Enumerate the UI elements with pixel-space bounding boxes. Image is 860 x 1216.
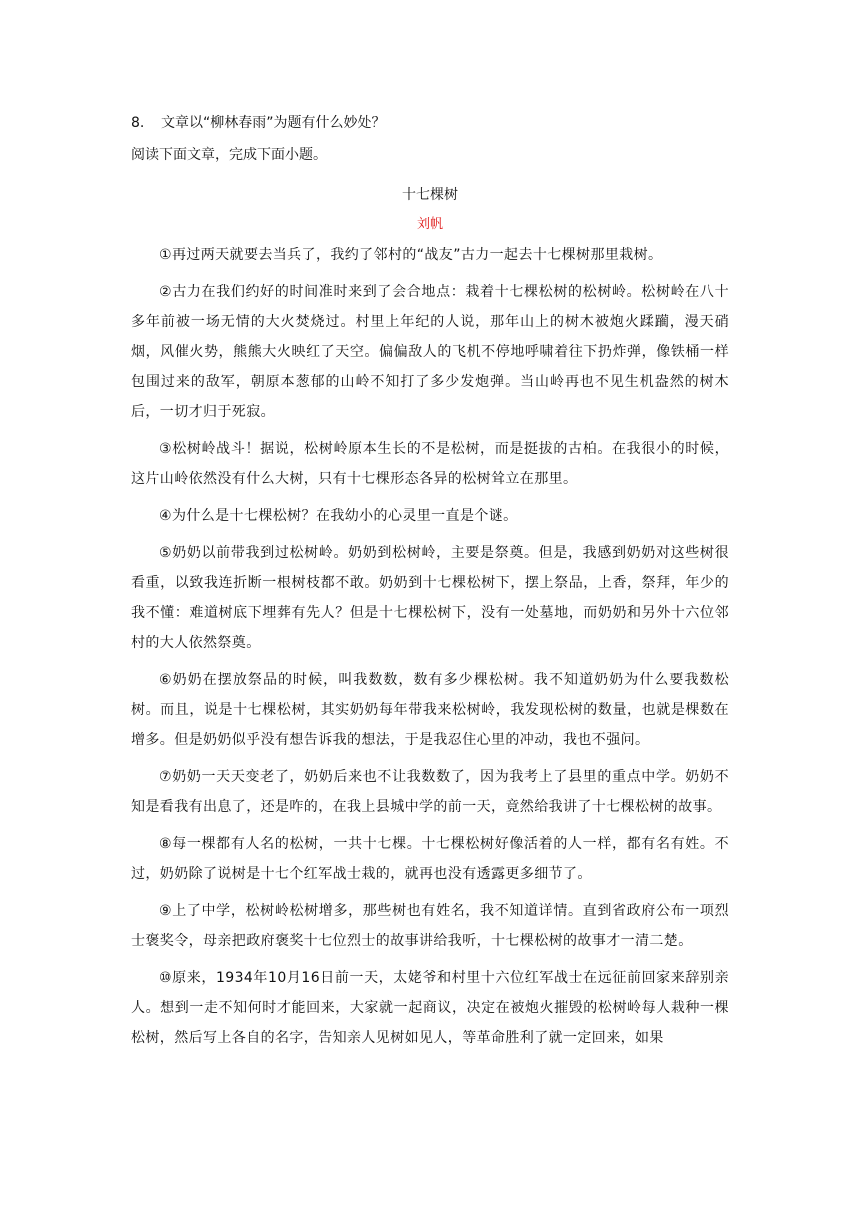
paragraph-3: ③松树岭战斗！据说，松树岭原本生长的不是松树，而是挺拔的古柏。在我很小的时候，这片山岭依然没有什么大树，只有十七棵形态各异的松树耸立在那里。 — [131, 441, 729, 487]
question-text: 文章以“柳林春雨”为题有什么妙处？ — [161, 115, 386, 131]
reading-instruction: 阅读下面文章，完成下面小题。 — [131, 147, 327, 163]
article-body — [131, 240, 729, 1060]
paragraph-4: ④为什么是十七棵松树？在我幼小的心灵里一直是个谜。 — [159, 508, 518, 524]
paragraph-7: ⑦奶奶一天天变老了，奶奶后来也不让我数数了，因为我考上了县里的重点中学。奶奶不知是看我有出息了，还是咋的，在我上县城中学的前一天，竟然给我讲了十七棵松树的故事。 — [131, 769, 729, 815]
paragraph-1: ①再过两天就要去当兵了，我约了邻村的“战友”古力一起去十七棵树那里栽树。 — [159, 247, 663, 263]
article-title: 十七棵树 — [402, 187, 458, 203]
question-8 — [131, 111, 386, 135]
paragraph-8: ⑧每一棵都有人名的松树，一共十七棵。十七棵松树好像活着的人一样，都有名有姓。不过，奶奶除了说树是十七个红军战士栽的，就再也没有透露更多细节了。 — [131, 836, 729, 882]
article-author: 刘帆 — [416, 217, 443, 232]
paragraph-5: ⑤奶奶以前带我到过松树岭。奶奶到松树岭，主要是祭奠。但是，我感到奶奶对这些树很看重，以致我连折断一根树枝都不敢。奶奶到十七棵松树下，摆上祭品，上香，祭拜，年少的我不懂：难道树底下埋葬有先人？但是十七棵松树下，没有一处墓地，而奶奶和另外十六位邻村的大人依然祭奠。 — [131, 545, 729, 651]
paragraph-10: ⑩原来，1934年10月16日前一天，太姥爷和村里十六位红军战士在远征前回家来辞别亲人。想到一走不知何时才能回来，大家就一起商议，决定在被炮火摧毁的松树岭每人栽种一棵松树，然后写上各自的名字，告知亲人见树如见人，等革命胜利了就一定回来，如果 — [131, 970, 729, 1046]
paragraph-6: ⑥奶奶在摆放祭品的时候，叫我数数，数有多少棵松树。我不知道奶奶为什么要我数松树。而且，说是十七棵松树，其实奶奶每年带我来松树岭，我发现松树的数量，也就是棵数在增多。但是奶奶似乎没有想告诉我的想法，于是我忍住心里的冲动，我也不强问。 — [131, 672, 729, 748]
paragraph-9: ⑨上了中学，松树岭松树增多，那些树也有姓名，我不知道详情。直到省政府公布一项烈士褒奖令，母亲把政府褒奖十七位烈士的故事讲给我听，十七棵松树的故事才一清二楚。 — [131, 903, 729, 949]
question-number: 8. — [131, 115, 145, 131]
paragraph-2: ②古力在我们约好的时间准时来到了会合地点：栽着十七棵松树的松树岭。松树岭在八十多年前被一场无情的大火焚烧过。村里上年纪的人说，那年山上的树木被炮火蹂躏，漫天硝烟，风催火势，熊熊大火映红了天空。偏偏敌人的飞机不停地呼啸着往下扔炸弹，像铁桶一样包围过来的敌军，朝原本葱郁的山岭不知打了多少发炮弹。当山岭再也不见生机盎然的树木后，一切才归于死寂。 — [131, 284, 729, 420]
